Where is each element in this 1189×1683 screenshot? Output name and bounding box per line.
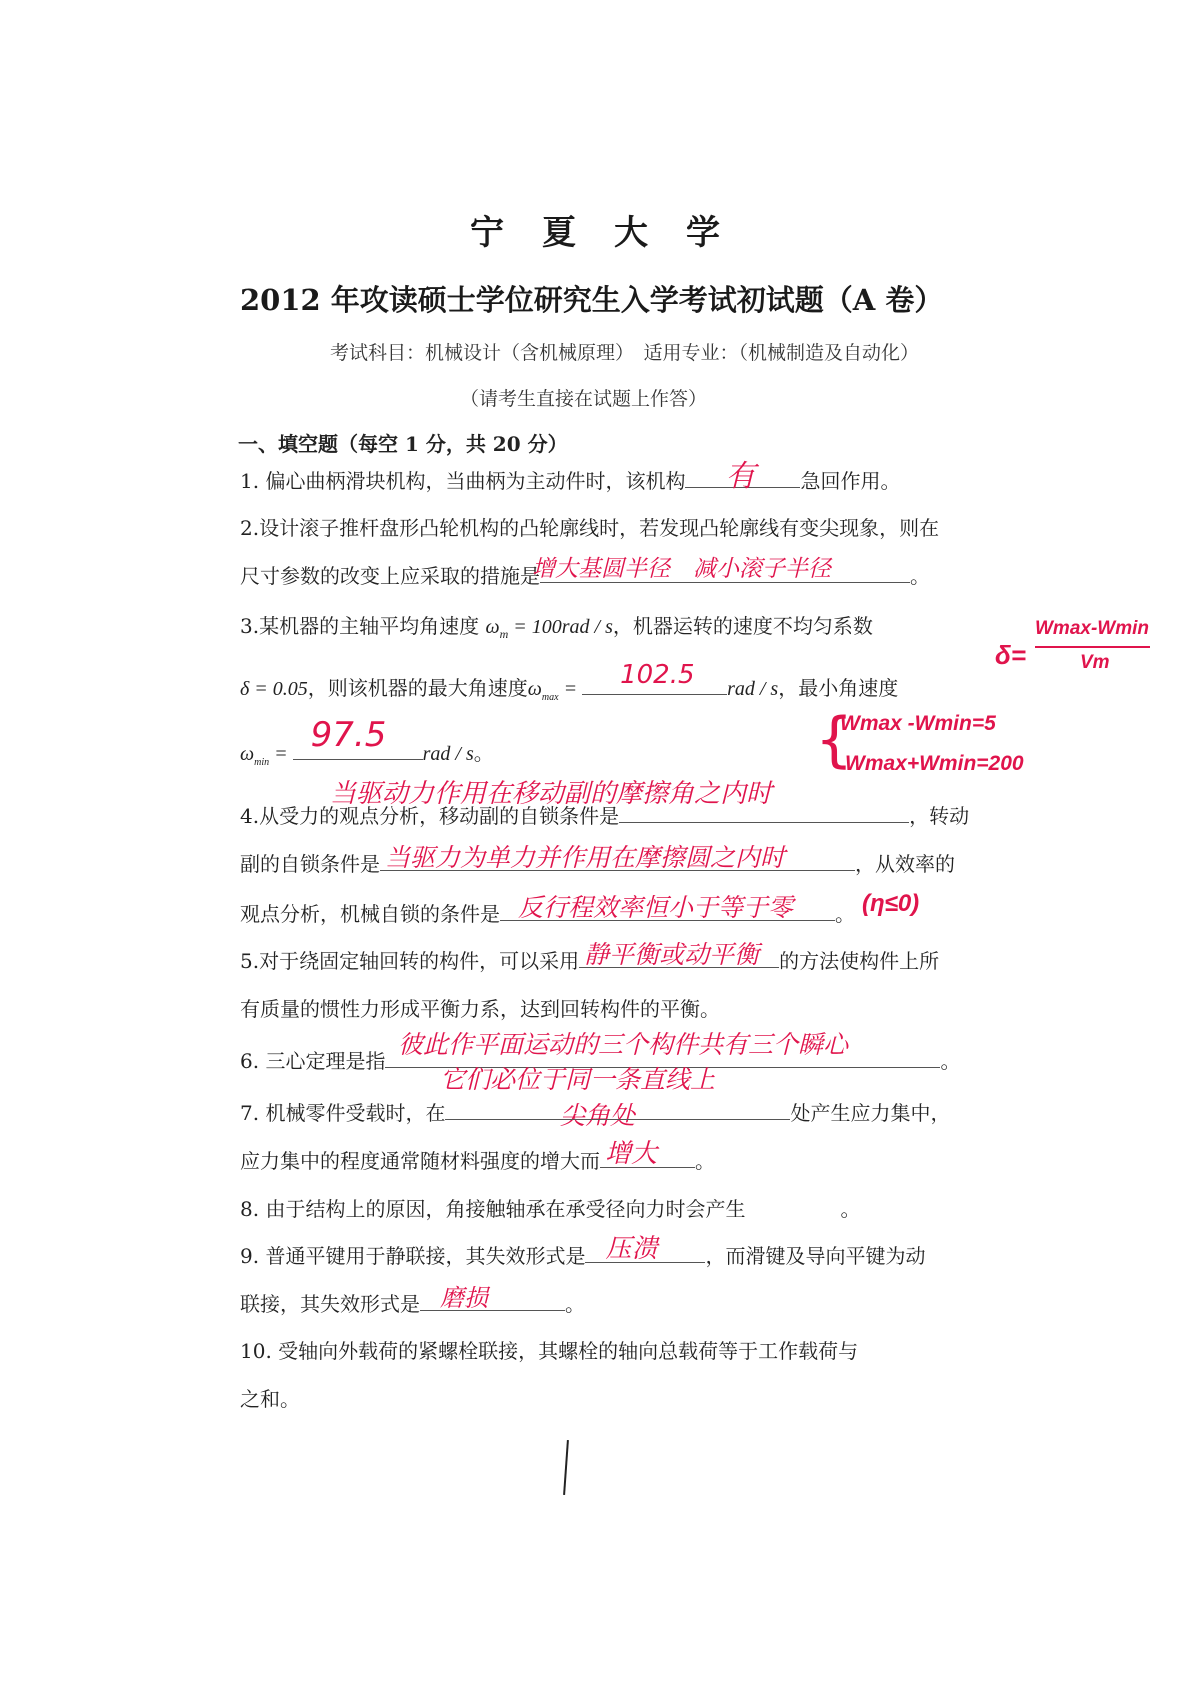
q2-post: 。 — [910, 564, 930, 588]
q4-post: ，转动 — [909, 804, 970, 828]
q4-line2-post: ，从效率的 — [855, 852, 955, 876]
question-5-line2: 有质量的惯性力形成平衡力系，达到回转构件的平衡。 — [240, 997, 720, 1021]
q3-text-post: ，机器运转的速度不均匀系数 — [612, 614, 873, 638]
exam-title: 2012 年攻读硕士学位研究生入学考试初试题（A 卷） — [240, 283, 944, 317]
q8-post: 。 — [840, 1197, 861, 1221]
q9-text: 9. 普通平键用于静联接，其失效形式是 — [240, 1244, 586, 1268]
q6-answer-2: 它们必位于同一条直线上 — [440, 1065, 716, 1094]
page-number-mark — [563, 1440, 569, 1495]
omega-max: $\omega_{max}$ — [527, 678, 559, 703]
question-4-line3 — [240, 893, 855, 927]
q9-post: ，而滑键及导向平键为动 — [705, 1244, 926, 1268]
q4-blank-2 — [380, 843, 855, 872]
q4-line2-text: 副的自锁条件是 — [240, 852, 380, 876]
brace-icon: { — [815, 705, 854, 775]
q3-blank-max — [582, 660, 727, 695]
q2-blank — [532, 556, 910, 583]
eq-sign: = — [558, 678, 583, 700]
q3-post: ，最小角速度 — [778, 676, 899, 700]
q9-line2-text: 联接，其失效形式是 — [240, 1292, 420, 1316]
note-system-1: Wmax -Wmin=5 — [840, 712, 996, 735]
q4-answer-1: 当驱动力作用在移动副的摩擦角之内时 — [330, 779, 773, 809]
omega-min: $\omega_{min}$ — [240, 743, 270, 768]
omega-m: $\omega_m$ — [485, 616, 509, 641]
q7-line2-text: 应力集中的程度通常随材料强度的增大而 — [240, 1149, 600, 1173]
q7-line2-post: 。 — [695, 1149, 715, 1173]
q4-line3-text: 观点分析，机械自锁的条件是 — [240, 902, 500, 926]
q7-answer-1: 尖角处 — [560, 1101, 636, 1130]
q1-blank — [685, 459, 800, 494]
q2-text: 尺寸参数的改变上应采取的措施是 — [240, 564, 540, 588]
question-3-line2 — [240, 660, 899, 703]
q4-answer-3-note: (η≤0) — [862, 890, 920, 917]
q4-answer-2: 当驱力为单力并作用在摩擦圆之内时 — [385, 843, 786, 872]
note-delta-lhs: δ= — [995, 640, 1027, 670]
fraction-bar — [1035, 646, 1150, 648]
q4-line3-post: 。 — [835, 902, 855, 926]
question-3-line1 — [240, 610, 873, 642]
question-9-line1 — [240, 1234, 926, 1269]
question-8 — [240, 1193, 860, 1222]
q3-answer-max: 102.5 — [620, 660, 695, 690]
question-5-line1 — [240, 940, 940, 974]
question-9-line2 — [240, 1284, 585, 1317]
q9-answer-2: 磨损 — [440, 1284, 488, 1312]
question-7-line2 — [240, 1139, 715, 1174]
instruction: （请考生直接在试题上作答） — [460, 388, 708, 410]
q4-blank-3 — [500, 893, 835, 922]
unit-2: rad / s — [422, 743, 474, 765]
q3-text: 3.某机器的主轴平均角速度 — [240, 614, 480, 638]
eq-sign-2: = — [269, 743, 293, 765]
q2-answer: 增大基圆半径 减小滚子半径 — [532, 556, 831, 582]
q5-text: 5.对于绕固定轴回转的构件，可以采用 — [240, 949, 580, 973]
q4-answer-3: 反行程效率恒小于等于零 — [518, 893, 794, 922]
q7-blank-1 — [445, 1097, 790, 1120]
q1-answer: 有 — [725, 459, 756, 494]
university-name: 宁夏大学 — [470, 213, 758, 253]
q5-post: 的方法使构件上所 — [779, 949, 940, 973]
question-3-line3 — [240, 715, 494, 768]
question-7-line1 — [240, 1097, 950, 1126]
q7-text: 7. 机械零件受载时，在 — [240, 1101, 446, 1125]
q3-blank-min — [293, 715, 423, 760]
section-heading: 一、填空题（每空 1 分，共 20 分） — [238, 432, 568, 456]
q6-answer-1: 彼此作平面运动的三个构件共有三个瞬心 — [398, 1030, 849, 1059]
q8-blank — [745, 1193, 840, 1216]
q5-blank — [579, 940, 779, 969]
question-1 — [240, 459, 901, 494]
q3-answer-min: 97.5 — [310, 715, 387, 755]
question-10-line1: 10. 受轴向外载荷的紧螺栓联接，其螺栓的轴向总载荷等于工作载荷与 — [240, 1339, 859, 1363]
question-2-line1: 2.设计滚子推杆盘形凸轮机构的凸轮廓线时，若发现凸轮廓线有变尖现象，则在 — [240, 516, 940, 540]
q4-text: 4.从受力的观点分析，移动副的自锁条件是 — [240, 804, 620, 828]
q1-post: 急回作用。 — [800, 469, 901, 493]
q9-blank-1 — [585, 1234, 705, 1264]
q7-post: 处产生应力集中， — [790, 1101, 951, 1125]
delta-value: δ = 0.05 — [240, 678, 308, 700]
q9-line2-post: 。 — [565, 1292, 585, 1316]
q4-blank-1 — [619, 800, 909, 823]
q1-text: 1. 偏心曲柄滑块机构，当曲柄为主动件时，该机构 — [240, 469, 686, 493]
subject-line: 考试科目：机械设计（含机械原理） 适用专业：（机械制造及自动化） — [330, 342, 920, 364]
q9-blank-2 — [420, 1284, 565, 1312]
note-delta-numerator: Wmax-Wmin — [1035, 618, 1149, 639]
q8-text: 8. 由于结构上的原因，角接触轴承在承受径向力时会产生 — [240, 1197, 746, 1221]
q7-blank-2 — [600, 1139, 695, 1169]
question-10-line2: 之和。 — [240, 1387, 300, 1411]
q6-post: 。 — [940, 1049, 961, 1073]
q6-text: 6. 三心定理是指 — [240, 1049, 386, 1073]
omega-m-value: = 100rad / s — [508, 616, 613, 638]
q3-mid: ，则该机器的最大角速度 — [307, 676, 528, 700]
note-delta-denominator: Vm — [1080, 652, 1110, 673]
unit-1: rad / s — [727, 678, 779, 700]
q7-answer-2: 增大 — [605, 1139, 658, 1169]
q5-answer: 静平衡或动平衡 — [584, 940, 760, 969]
question-4-line2 — [240, 843, 955, 877]
question-4-line1 — [240, 800, 969, 829]
question-2-line2 — [240, 556, 930, 589]
q9-answer-1: 压溃 — [605, 1234, 658, 1264]
q3-end: 。 — [473, 741, 494, 765]
note-system-2: Wmax+Wmin=200 — [845, 752, 1024, 775]
